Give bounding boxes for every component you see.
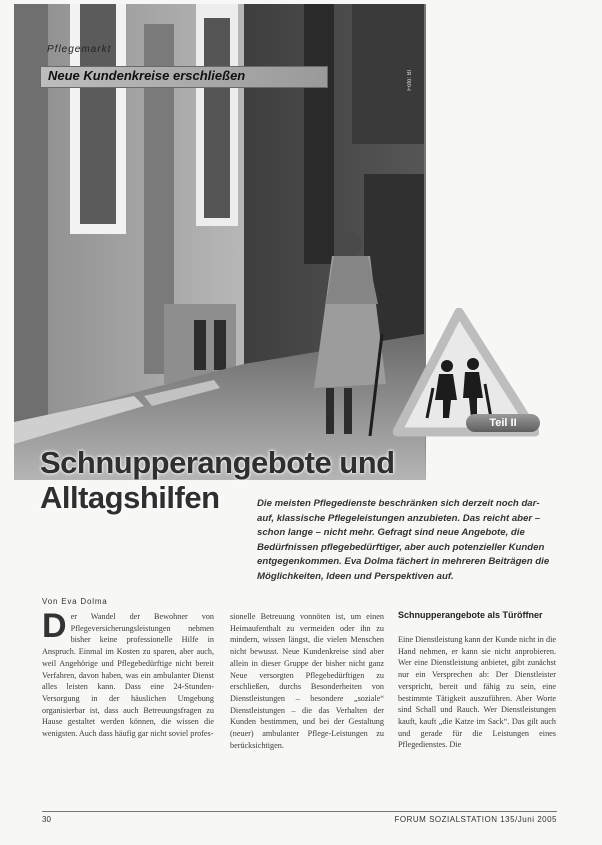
author-byline: Von Eva Dolma [42, 597, 108, 606]
photo-credit: Foto: Bl [407, 70, 413, 91]
drop-cap: D [42, 607, 67, 645]
series-part-badge: Teil II [466, 414, 540, 432]
journal-issue: FORUM SOZIALSTATION 135/Juni 2005 [394, 815, 557, 824]
body-column-1-text: er Wandel der Bewohner von Pflegeversicherungsleistungen nehmen bisher keine professionelle Hilfe in Anspruch. Einmal im Kosten zu sparen, aber auch, weil Angehörige und Pflegebedürftige nicht bereit Verfahren, davon haben, was ein ambulanter Dienst alles leisten kann. Dass eine 24-Stunden-Versorgung in der häuslichen Umgebung organisierbar ist, dass auch Betreuungsfragen zu Hause gestaltet werden können, die wissen die wenigsten. Auch dass häufig gar nicht soviel profes- [42, 612, 214, 739]
body-column-3: Eine Dienstleistung kann der Kunde nicht in die Hand nehmen, er kann sie nicht anprobieren. Wer eine Dienstleistung anbietet, gibt zunächst nur ein Versprechen ab: Der Dienstleister verspricht, bereit und fähig zu sein, eine bestimmte Tätigkeit auszuführen. Aber Worte sind Schall und Rauch. Wer Dienstleistungen kauft, kauft „die Katze im Sack“. Das gilt auch und gerade für die Leistungen eines Pflegedienstes. Die [398, 635, 556, 750]
body-column-2: sionelle Betreuung vonnöten ist, um einen Heimaufenthalt zu vermeiden oder ihn zu mindern, wissen längst, die vielen Menschen nicht bewusst. Neue Kundenkreise sind aber allein in dieser Gruppe der bisher nicht ganz Neue versorgten Pflegebedürftigen zu erschließen, durchs Besonderheiten von Dienstleistungen – besondere „soziale“ Dienstleistungen – die das Verhalten der Kunden bestimmen, und bei der Gestaltung (neuer) ambulanter Pflege-Leistungen zu berücksichtigen. [230, 612, 384, 750]
subheading: Schnupperangebote als Türöffner [398, 610, 543, 620]
headline-line-2: Alltagshilfen [40, 480, 220, 515]
article-lead: Die meisten Pflegedienste beschränken sich derzeit noch dar- auf, klassische Pflegeleistungen anzubieten. Das reicht aber – schon lange – nicht mehr. Gefragt sind neue Angebote, die Bedürfnissen pflegebedürftiger, aber auch potenzieller Kunden entgegenkommen. Eva Dolma fächert in mehreren Beiträgen die Möglichkeiten, Ideen und Perspektiven auf. [257, 498, 550, 582]
page-number: 30 [42, 815, 51, 824]
section-rubric: Pflegemarkt [47, 44, 112, 55]
footer-rule [42, 811, 557, 812]
body-column-1 [42, 607, 214, 740]
kicker-text: Neue Kundenkreise erschließen [48, 68, 246, 83]
headline-line-1: Schnupperangebote und [40, 445, 395, 480]
